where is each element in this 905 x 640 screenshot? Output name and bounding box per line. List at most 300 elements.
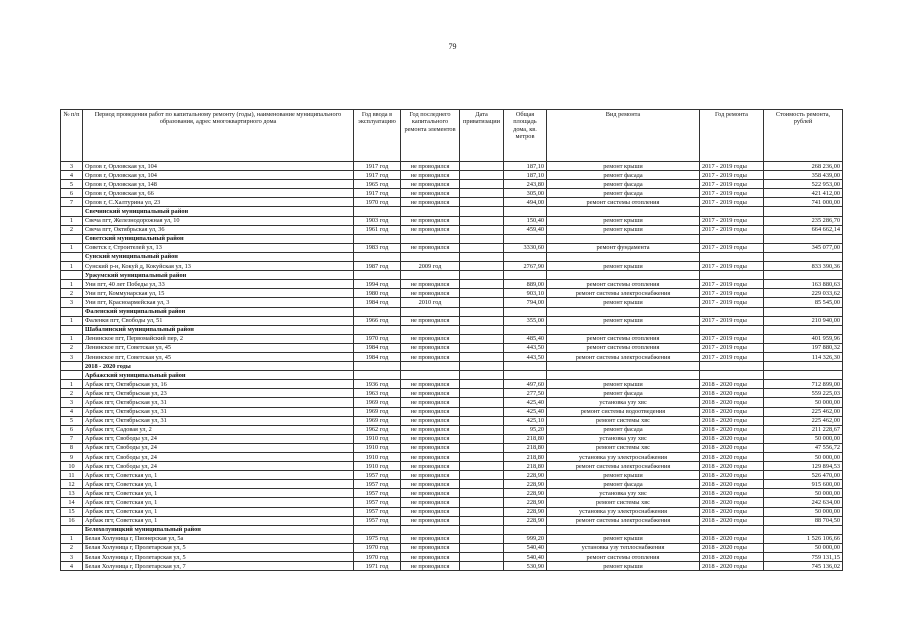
section-empty-cell xyxy=(547,362,700,371)
row-number: 7 xyxy=(61,198,83,207)
row-last-repair: не проводился xyxy=(401,162,460,171)
row-address: Орлов г, Орловская ул, 148 xyxy=(83,180,354,189)
section-empty-cell xyxy=(354,271,401,280)
row-last-repair: не проводился xyxy=(401,180,460,189)
row-built-year: 1910 год xyxy=(354,443,401,452)
row-last-repair: не проводился xyxy=(401,171,460,180)
row-cost: 50 000,00 xyxy=(764,489,843,498)
section-number-cell xyxy=(61,252,83,261)
section-empty-cell xyxy=(700,234,764,243)
section-empty-cell xyxy=(504,207,547,216)
row-address: Арбаж пгт, Советская ул, 1 xyxy=(83,471,354,480)
row-address: Орлов г, Орловская ул, 104 xyxy=(83,162,354,171)
row-built-year: 1917 год xyxy=(354,189,401,198)
page-number: 79 xyxy=(448,42,457,51)
row-repair-year: 2017 - 2019 годы xyxy=(700,289,764,298)
row-number: 4 xyxy=(61,171,83,180)
row-privatization xyxy=(460,189,504,198)
row-number: 2 xyxy=(61,543,83,552)
row-privatization xyxy=(460,543,504,552)
row-number: 1 xyxy=(61,280,83,289)
row-cost: 268 236,00 xyxy=(764,162,843,171)
row-cost: 210 940,00 xyxy=(764,316,843,325)
row-repair-kind: ремонт системы отопления xyxy=(547,553,700,562)
section-empty-cell xyxy=(700,362,764,371)
row-built-year: 1980 год xyxy=(354,289,401,298)
row-cost: 50 000,00 xyxy=(764,398,843,407)
row-cost: 242 634,00 xyxy=(764,498,843,507)
section-empty-cell xyxy=(460,207,504,216)
row-built-year: 1957 год xyxy=(354,516,401,525)
row-repair-kind: ремонт системы хвс xyxy=(547,416,700,425)
row-repair-year: 2017 - 2019 годы xyxy=(700,162,764,171)
row-built-year: 1984 год xyxy=(354,343,401,352)
row-cost: 522 953,00 xyxy=(764,180,843,189)
table-row xyxy=(61,280,843,289)
row-address: Орлов г, Орловская ул, 66 xyxy=(83,189,354,198)
row-cost: 559 225,03 xyxy=(764,389,843,398)
section-empty-cell xyxy=(354,252,401,261)
row-address: Арбаж пгт, Свободы ул, 24 xyxy=(83,434,354,443)
row-repair-year: 2018 - 2020 годы xyxy=(700,507,764,516)
row-repair-year: 2017 - 2019 годы xyxy=(700,198,764,207)
row-number: 2 xyxy=(61,389,83,398)
row-last-repair: не проводился xyxy=(401,334,460,343)
row-area: 425,40 xyxy=(504,398,547,407)
section-number-cell xyxy=(61,307,83,316)
row-address: Свеча пгт, Октябрьская ул, 36 xyxy=(83,225,354,234)
row-address: Арбаж пгт, Октябрьская ул, 31 xyxy=(83,398,354,407)
row-built-year: 1903 год xyxy=(354,216,401,225)
section-empty-cell xyxy=(700,307,764,316)
row-repair-kind: ремонт системы электроснабжения xyxy=(547,516,700,525)
row-built-year: 1970 год xyxy=(354,553,401,562)
section-empty-cell xyxy=(401,234,460,243)
section-empty-cell xyxy=(354,307,401,316)
row-built-year: 1962 год xyxy=(354,425,401,434)
row-repair-year: 2018 - 2020 годы xyxy=(700,534,764,543)
row-repair-kind: ремонт фасада xyxy=(547,425,700,434)
row-repair-kind: ремонт крыши xyxy=(547,162,700,171)
row-repair-kind: установка узу хвс xyxy=(547,434,700,443)
row-last-repair: не проводился xyxy=(401,225,460,234)
row-repair-kind: ремонт системы отопления xyxy=(547,280,700,289)
section-empty-cell xyxy=(401,371,460,380)
row-last-repair: не проводился xyxy=(401,498,460,507)
row-area: 218,80 xyxy=(504,462,547,471)
section-empty-cell xyxy=(504,371,547,380)
row-address: Арбаж пгт, Советская ул, 1 xyxy=(83,507,354,516)
row-cost: 197 880,32 xyxy=(764,343,843,352)
table-row xyxy=(61,389,843,398)
row-repair-year: 2018 - 2020 годы xyxy=(700,516,764,525)
row-cost: 88 704,50 xyxy=(764,516,843,525)
row-area: 218,80 xyxy=(504,453,547,462)
row-number: 4 xyxy=(61,407,83,416)
section-empty-cell xyxy=(700,325,764,334)
row-address: Ленинское пгт, Первомайский пер, 2 xyxy=(83,334,354,343)
row-repair-kind: ремонт системы водоотведения xyxy=(547,407,700,416)
row-address: Уни пгт, Красноармейская ул, 3 xyxy=(83,298,354,307)
row-address: Арбаж пгт, Советская ул, 1 xyxy=(83,480,354,489)
table-row xyxy=(61,334,843,343)
row-address: Арбаж пгт, Свободы ул, 24 xyxy=(83,453,354,462)
row-number: 3 xyxy=(61,398,83,407)
row-address: Белая Холуница г, Пролетарская ул, 7 xyxy=(83,562,354,571)
row-address: Советск г, Строителей ул, 13 xyxy=(83,243,354,252)
header-repair-year: Год ремонта xyxy=(700,110,764,162)
row-area: 218,80 xyxy=(504,443,547,452)
section-empty-cell xyxy=(460,371,504,380)
row-repair-year: 2017 - 2019 годы xyxy=(700,343,764,352)
row-privatization xyxy=(460,243,504,252)
row-privatization xyxy=(460,480,504,489)
row-repair-kind: ремонт системы электроснабжения xyxy=(547,352,700,361)
row-number: 7 xyxy=(61,434,83,443)
section-title: Белохолуницкий муниципальный район xyxy=(83,525,354,534)
row-repair-year: 2018 - 2020 годы xyxy=(700,480,764,489)
table-row xyxy=(61,498,843,507)
row-address: Сунский р-н, Кокуй д, Кокуйская ул, 13 xyxy=(83,262,354,271)
table-row xyxy=(61,407,843,416)
section-empty-cell xyxy=(504,525,547,534)
row-last-repair: 2010 год xyxy=(401,298,460,307)
section-empty-cell xyxy=(504,234,547,243)
row-last-repair: не проводился xyxy=(401,543,460,552)
row-repair-year: 2018 - 2020 годы xyxy=(700,562,764,571)
row-cost: 358 439,00 xyxy=(764,171,843,180)
row-number: 3 xyxy=(61,162,83,171)
row-privatization xyxy=(460,416,504,425)
section-empty-cell xyxy=(700,271,764,280)
section-row xyxy=(61,371,843,380)
row-last-repair: не проводился xyxy=(401,471,460,480)
row-privatization xyxy=(460,516,504,525)
table-row xyxy=(61,443,843,452)
row-address: Арбаж пгт, Советская ул, 1 xyxy=(83,489,354,498)
row-number: 1 xyxy=(61,243,83,252)
row-repair-kind: ремонт крыши xyxy=(547,562,700,571)
row-cost: 526 470,00 xyxy=(764,471,843,480)
row-repair-year: 2018 - 2020 годы xyxy=(700,543,764,552)
row-last-repair: 2009 год xyxy=(401,262,460,271)
section-empty-cell xyxy=(764,362,843,371)
section-empty-cell xyxy=(764,234,843,243)
row-area: 540,40 xyxy=(504,553,547,562)
table-row xyxy=(61,425,843,434)
row-address: Арбаж пгт, Октябрьская ул, 31 xyxy=(83,407,354,416)
row-area: 497,60 xyxy=(504,380,547,389)
row-cost: 163 880,63 xyxy=(764,280,843,289)
row-repair-kind: ремонт фасада xyxy=(547,189,700,198)
table-row xyxy=(61,298,843,307)
row-privatization xyxy=(460,289,504,298)
row-area: 243,80 xyxy=(504,180,547,189)
header-privatization: Дата приватизации xyxy=(460,110,504,162)
row-area: 150,40 xyxy=(504,216,547,225)
row-privatization xyxy=(460,316,504,325)
row-cost: 833 390,36 xyxy=(764,262,843,271)
section-empty-cell xyxy=(547,252,700,261)
section-empty-cell xyxy=(504,252,547,261)
row-last-repair: не проводился xyxy=(401,562,460,571)
row-repair-kind: ремонт фасада xyxy=(547,389,700,398)
row-privatization xyxy=(460,462,504,471)
row-built-year: 1917 год xyxy=(354,171,401,180)
section-empty-cell xyxy=(460,234,504,243)
table-row xyxy=(61,289,843,298)
row-number: 2 xyxy=(61,289,83,298)
row-privatization xyxy=(460,489,504,498)
row-repair-year: 2018 - 2020 годы xyxy=(700,489,764,498)
section-title: 2018 - 2020 годы xyxy=(83,362,354,371)
section-number-cell xyxy=(61,234,83,243)
row-built-year: 1970 год xyxy=(354,198,401,207)
header-built-year: Год ввода в эксплуатацию xyxy=(354,110,401,162)
section-row xyxy=(61,252,843,261)
row-repair-year: 2018 - 2020 годы xyxy=(700,498,764,507)
row-last-repair: не проводился xyxy=(401,343,460,352)
table-row xyxy=(61,225,843,234)
row-last-repair: не проводился xyxy=(401,462,460,471)
row-privatization xyxy=(460,334,504,343)
section-empty-cell xyxy=(354,525,401,534)
row-area: 218,80 xyxy=(504,434,547,443)
row-built-year: 1910 год xyxy=(354,453,401,462)
table-row xyxy=(61,543,843,552)
table-row xyxy=(61,434,843,443)
row-area: 459,40 xyxy=(504,225,547,234)
row-last-repair: не проводился xyxy=(401,289,460,298)
row-repair-kind: ремонт системы отопления xyxy=(547,343,700,352)
row-number: 5 xyxy=(61,416,83,425)
row-privatization xyxy=(460,198,504,207)
section-empty-cell xyxy=(700,207,764,216)
row-number: 8 xyxy=(61,443,83,452)
row-cost: 229 033,62 xyxy=(764,289,843,298)
section-empty-cell xyxy=(401,207,460,216)
row-privatization xyxy=(460,280,504,289)
row-built-year: 1963 год xyxy=(354,389,401,398)
row-address: Белая Холуница г, Пролетарская ул, 5 xyxy=(83,543,354,552)
row-repair-year: 2017 - 2019 годы xyxy=(700,280,764,289)
table-row xyxy=(61,171,843,180)
row-privatization xyxy=(460,498,504,507)
row-repair-kind: ремонт крыши xyxy=(547,216,700,225)
row-address: Уни пгт, 40 лет Победы ул, 33 xyxy=(83,280,354,289)
section-empty-cell xyxy=(764,307,843,316)
row-address: Арбаж пгт, Октябрьская ул, 16 xyxy=(83,380,354,389)
row-privatization xyxy=(460,407,504,416)
section-number-cell xyxy=(61,525,83,534)
section-empty-cell xyxy=(354,362,401,371)
section-number-cell xyxy=(61,271,83,280)
section-empty-cell xyxy=(547,371,700,380)
row-number: 1 xyxy=(61,334,83,343)
row-area: 540,40 xyxy=(504,543,547,552)
row-cost: 225 462,00 xyxy=(764,416,843,425)
row-built-year: 1987 год xyxy=(354,262,401,271)
row-last-repair: не проводился xyxy=(401,198,460,207)
row-repair-year: 2018 - 2020 годы xyxy=(700,462,764,471)
row-area: 425,10 xyxy=(504,416,547,425)
row-repair-kind: ремонт крыши xyxy=(547,225,700,234)
row-number: 3 xyxy=(61,352,83,361)
table-row xyxy=(61,507,843,516)
row-cost: 47 556,72 xyxy=(764,443,843,452)
row-number: 16 xyxy=(61,516,83,525)
row-number: 3 xyxy=(61,298,83,307)
row-cost: 741 000,00 xyxy=(764,198,843,207)
row-address: Арбаж пгт, Советская ул, 1 xyxy=(83,516,354,525)
row-repair-year: 2017 - 2019 годы xyxy=(700,298,764,307)
section-title: Фаленский муниципальный район xyxy=(83,307,354,316)
row-built-year: 1936 год xyxy=(354,380,401,389)
table-row xyxy=(61,462,843,471)
row-cost: 745 136,02 xyxy=(764,562,843,571)
section-title: Уржумский муниципальный район xyxy=(83,271,354,280)
row-last-repair: не проводился xyxy=(401,398,460,407)
row-privatization xyxy=(460,225,504,234)
section-empty-cell xyxy=(700,252,764,261)
table-row xyxy=(61,471,843,480)
table-row xyxy=(61,480,843,489)
row-address: Свеча пгт, Железнодорожная ул, 10 xyxy=(83,216,354,225)
row-repair-year: 2018 - 2020 годы xyxy=(700,453,764,462)
row-last-repair: не проводился xyxy=(401,243,460,252)
section-number-cell xyxy=(61,362,83,371)
row-address: Арбаж пгт, Советская ул, 1 xyxy=(83,498,354,507)
row-address: Арбаж пгт, Октябрьская ул, 23 xyxy=(83,389,354,398)
section-empty-cell xyxy=(547,271,700,280)
row-cost: 759 131,15 xyxy=(764,553,843,562)
section-empty-cell xyxy=(460,271,504,280)
row-repair-kind: установка узу хвс xyxy=(547,489,700,498)
row-privatization xyxy=(460,343,504,352)
row-built-year: 1970 год xyxy=(354,334,401,343)
section-empty-cell xyxy=(764,525,843,534)
row-number: 15 xyxy=(61,507,83,516)
row-last-repair: не проводился xyxy=(401,507,460,516)
row-number: 6 xyxy=(61,189,83,198)
section-empty-cell xyxy=(764,325,843,334)
table-row xyxy=(61,489,843,498)
table-row xyxy=(61,243,843,252)
header-number: № п/п xyxy=(61,110,83,162)
row-built-year: 1957 год xyxy=(354,498,401,507)
row-number: 14 xyxy=(61,498,83,507)
row-cost: 421 412,00 xyxy=(764,189,843,198)
row-last-repair: не проводился xyxy=(401,443,460,452)
row-privatization xyxy=(460,434,504,443)
table-row xyxy=(61,316,843,325)
row-built-year: 1910 год xyxy=(354,434,401,443)
section-empty-cell xyxy=(547,234,700,243)
row-privatization xyxy=(460,262,504,271)
row-built-year: 1994 год xyxy=(354,280,401,289)
row-last-repair: не проводился xyxy=(401,553,460,562)
capital-repair-table xyxy=(60,109,843,571)
row-repair-kind: ремонт крыши xyxy=(547,298,700,307)
section-empty-cell xyxy=(401,362,460,371)
row-repair-kind: ремонт фасада xyxy=(547,171,700,180)
row-address: Арбаж пгт, Свободы ул, 24 xyxy=(83,443,354,452)
row-area: 228,90 xyxy=(504,471,547,480)
row-privatization xyxy=(460,398,504,407)
row-privatization xyxy=(460,389,504,398)
row-privatization xyxy=(460,298,504,307)
header-last-repair: Год последнего капитального ремонта элементов xyxy=(401,110,460,162)
row-repair-kind: ремонт крыши xyxy=(547,534,700,543)
table-row xyxy=(61,343,843,352)
row-cost: 401 959,96 xyxy=(764,334,843,343)
row-cost: 50 000,00 xyxy=(764,507,843,516)
row-number: 3 xyxy=(61,553,83,562)
section-empty-cell xyxy=(401,307,460,316)
row-address: Ленинское пгт, Советская ул, 45 xyxy=(83,343,354,352)
row-repair-year: 2017 - 2019 годы xyxy=(700,180,764,189)
section-empty-cell xyxy=(700,525,764,534)
row-repair-year: 2018 - 2020 годы xyxy=(700,443,764,452)
row-cost: 345 077,00 xyxy=(764,243,843,252)
row-address: Ленинское пгт, Советская ул, 45 xyxy=(83,352,354,361)
section-title: Шабалинский муниципальный район xyxy=(83,325,354,334)
row-area: 2767,90 xyxy=(504,262,547,271)
row-privatization xyxy=(460,380,504,389)
table-row xyxy=(61,380,843,389)
row-privatization xyxy=(460,216,504,225)
section-empty-cell xyxy=(354,325,401,334)
section-empty-cell xyxy=(547,525,700,534)
section-empty-cell xyxy=(401,252,460,261)
row-area: 903,10 xyxy=(504,289,547,298)
row-address: Белая Холуница г, Пролетарская ул, 5 xyxy=(83,553,354,562)
row-last-repair: не проводился xyxy=(401,280,460,289)
row-built-year: 1961 год xyxy=(354,225,401,234)
row-repair-year: 2017 - 2019 годы xyxy=(700,171,764,180)
row-area: 425,40 xyxy=(504,407,547,416)
row-last-repair: не проводился xyxy=(401,425,460,434)
row-area: 228,90 xyxy=(504,516,547,525)
row-cost: 129 894,53 xyxy=(764,462,843,471)
section-empty-cell xyxy=(401,271,460,280)
row-number: 1 xyxy=(61,380,83,389)
section-empty-cell xyxy=(547,325,700,334)
section-empty-cell xyxy=(354,207,401,216)
section-empty-cell xyxy=(547,307,700,316)
row-area: 443,50 xyxy=(504,343,547,352)
row-cost: 664 662,14 xyxy=(764,225,843,234)
table-row xyxy=(61,198,843,207)
row-last-repair: не проводился xyxy=(401,534,460,543)
row-area: 95,20 xyxy=(504,425,547,434)
section-empty-cell xyxy=(460,325,504,334)
table-row xyxy=(61,516,843,525)
row-repair-kind: ремонт крыши xyxy=(547,380,700,389)
table-row xyxy=(61,262,843,271)
row-address: Арбаж пгт, Свободы ул, 24 xyxy=(83,462,354,471)
row-repair-kind: ремонт системы электроснабжения xyxy=(547,289,700,298)
row-last-repair: не проводился xyxy=(401,352,460,361)
table-row xyxy=(61,534,843,543)
header-address: Период проведения работ по капитальному ремонту (годы), наименование муниципального образования, адрес многоквартирного дома xyxy=(83,110,354,162)
row-cost: 211 228,67 xyxy=(764,425,843,434)
row-area: 187,10 xyxy=(504,171,547,180)
table-row xyxy=(61,162,843,171)
section-row xyxy=(61,307,843,316)
row-cost: 50 000,00 xyxy=(764,434,843,443)
row-address: Уни пгт, Коммунарская ул, 15 xyxy=(83,289,354,298)
